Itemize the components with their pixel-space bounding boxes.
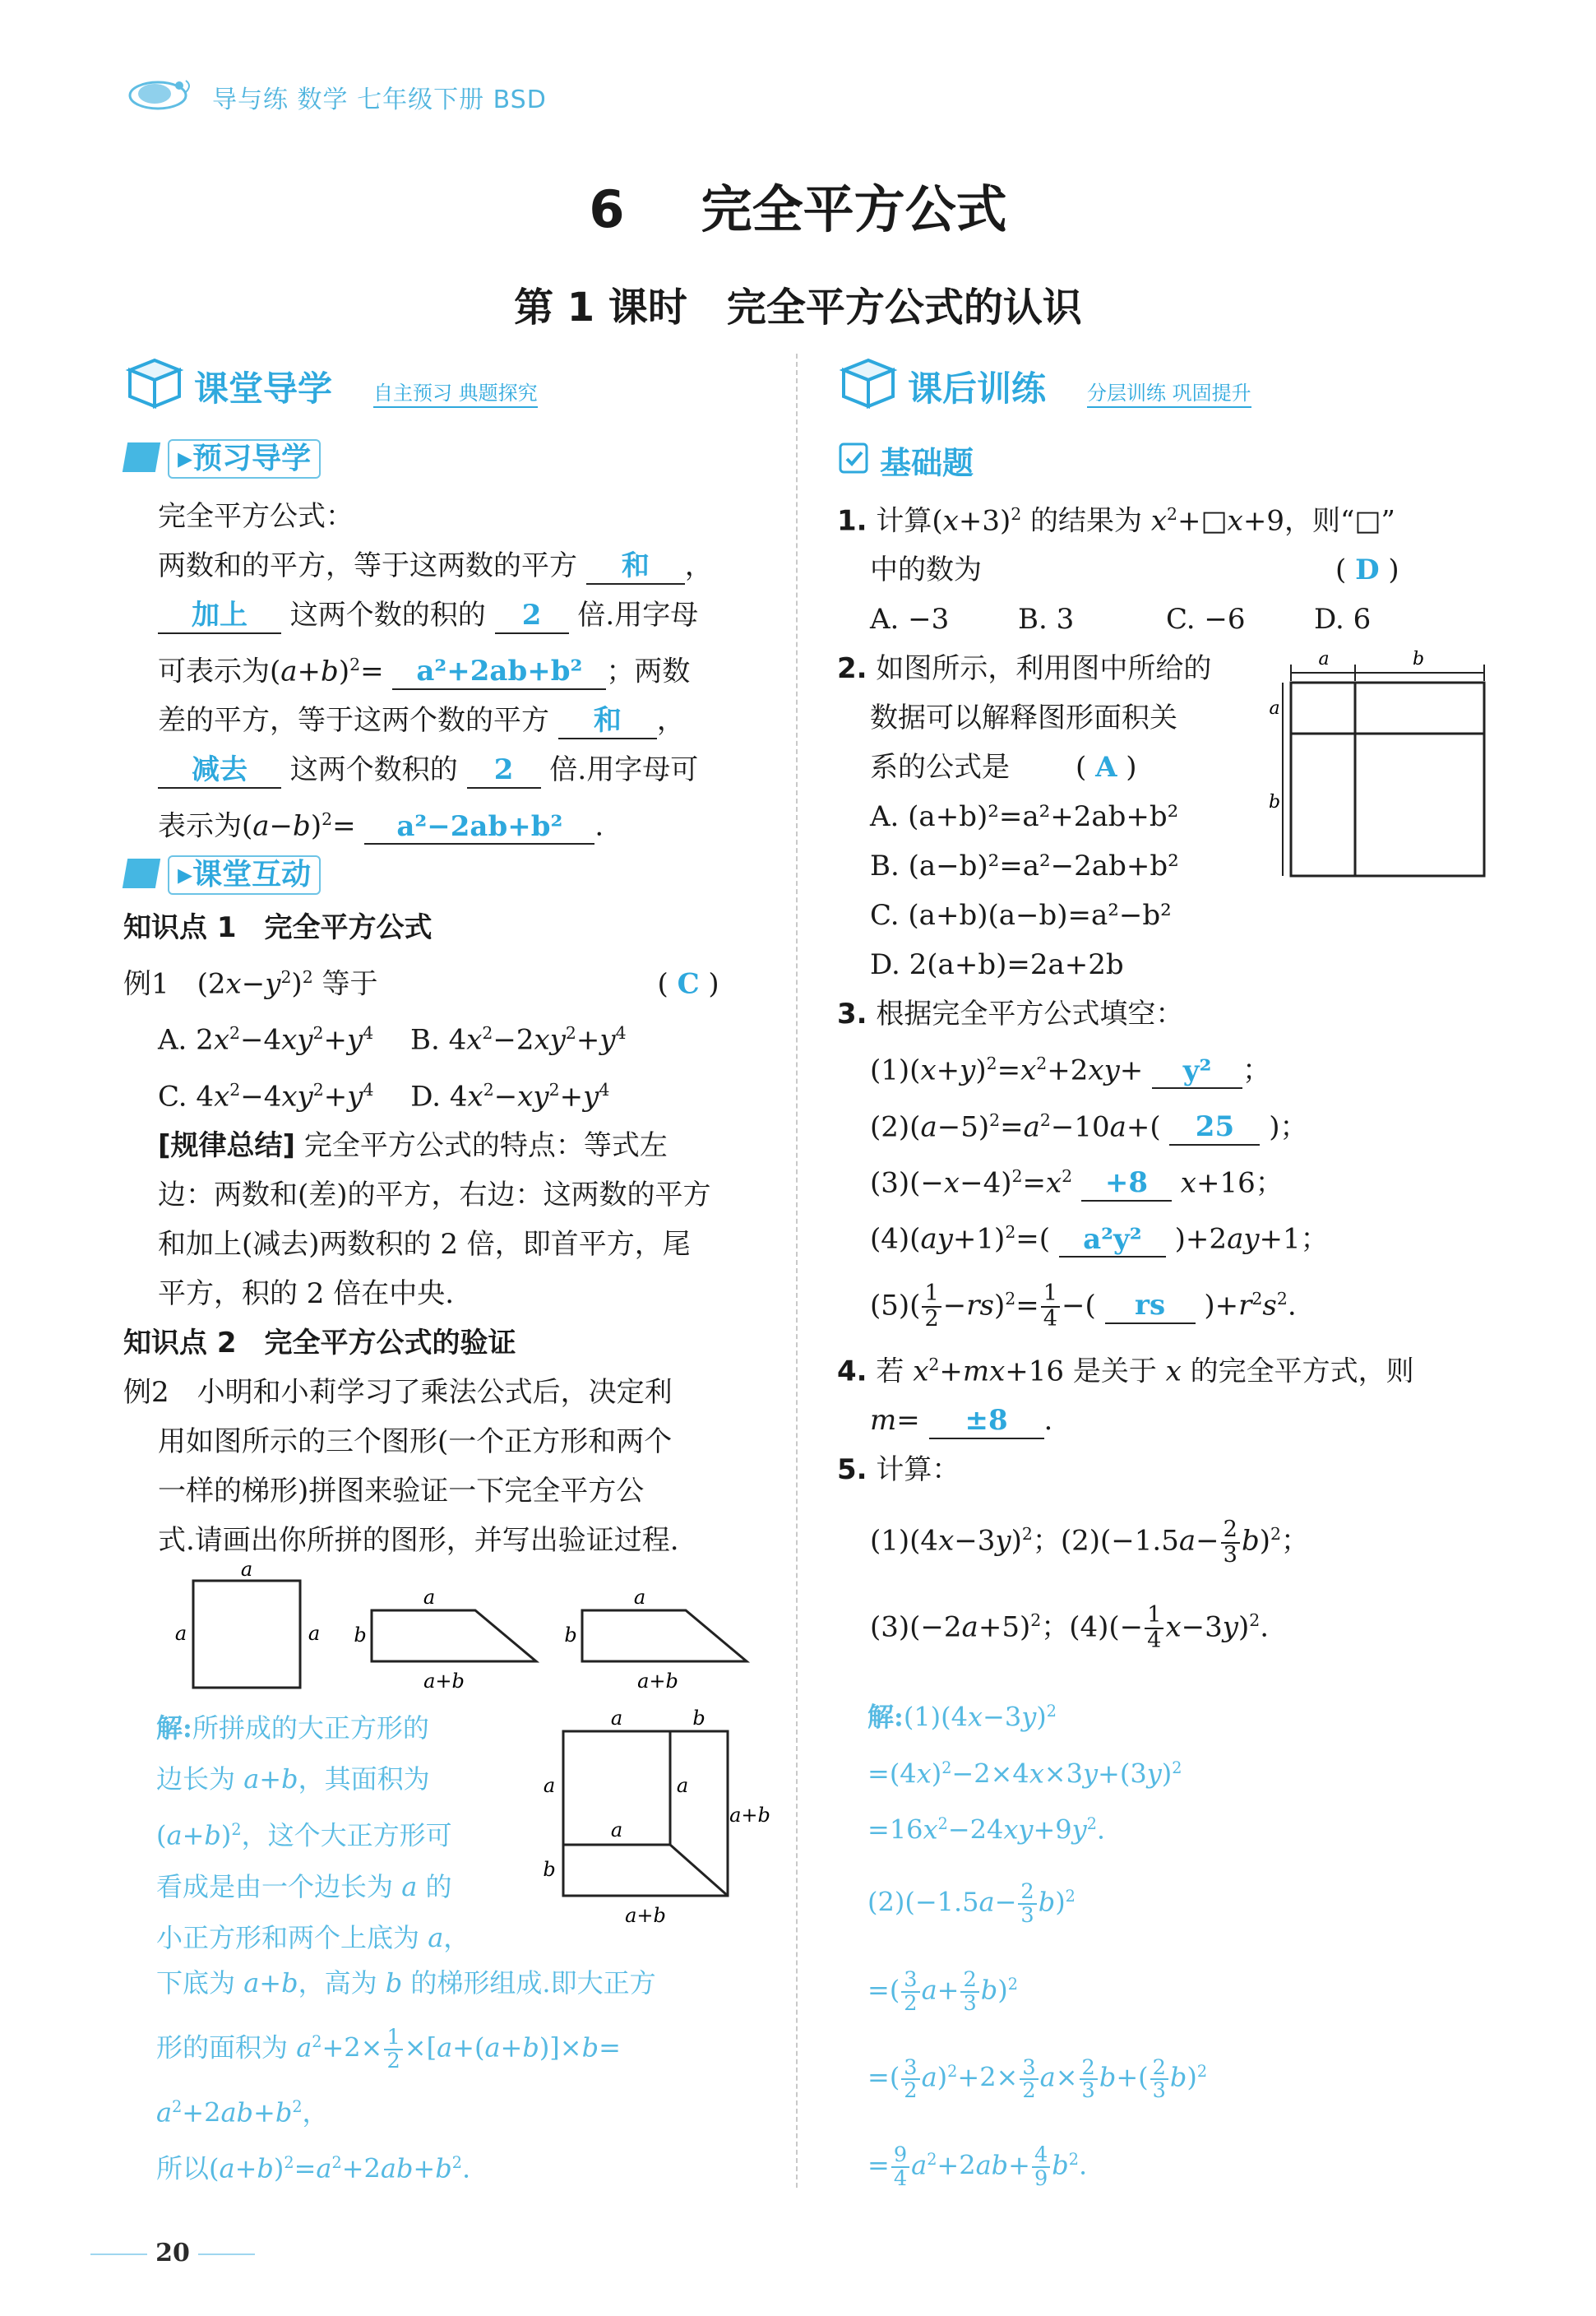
blank-3: 2: [495, 599, 569, 634]
cube-icon: [837, 355, 900, 410]
interact-content: [123, 903, 773, 1565]
interact-tag: [125, 854, 454, 895]
ex1-options-cd: C. $4x^2-4xy^2+y^4$ D. $4x^2-xy^2+y^4$: [158, 1079, 610, 1113]
blank-7: 2: [467, 753, 541, 789]
comp-right-apb: a+b: [729, 1804, 770, 1827]
text-line: 式.请画出你所拼的图形，并写出验证过程.: [158, 1523, 679, 1557]
section-subtitle: 自主预习 典题探究: [373, 377, 538, 408]
knowledge-point-1: 知识点 1 完全平方公式: [123, 911, 433, 944]
q2-fig-label-a-top: a: [1318, 650, 1330, 669]
tag-label: ▸课堂互动: [168, 855, 321, 895]
preview-intro: 完全平方公式：: [158, 500, 354, 533]
comp-bottom-apb: a+b: [625, 1904, 666, 1927]
blank-2: 加上: [158, 599, 281, 634]
lesson-subtitle: 第 1 课时 完全平方公式的认识: [514, 285, 1082, 331]
q2-fig-label-b-left: b: [1268, 792, 1281, 813]
composite-figure: [534, 1707, 773, 1937]
text-line: 形的面积为 $a^2+2\times$ $\frac{1}{2}$ ×[a+(a+b)]×b=: [156, 2025, 621, 2074]
square-label-top: a: [240, 1563, 253, 1581]
q2-answer: A: [1095, 751, 1117, 785]
q4-blank: ±8: [929, 1404, 1044, 1439]
q1-option-b: B. 3: [1018, 603, 1075, 637]
text-line: 一样的梯形)拼图来验证一下完全平方公: [158, 1474, 645, 1508]
text-line: $(a+b)^2$，这个大正方形可: [156, 1819, 452, 1851]
text-line: 差的平方，等于这两个数的平方 和 ，: [158, 696, 766, 745]
sol-line: =( $\frac{3}{2}$ a)$^2$+2× $\frac{3}{2}$ a× $\frac{2}{3}$ b+( $\frac{2}{3}$ b)$^2$: [867, 2054, 1208, 2104]
blank-5: 和: [558, 704, 657, 739]
q4-cont: m= ±8 .: [837, 1396, 1495, 1445]
basic-heading: [837, 438, 1084, 479]
comp-left-a: a: [543, 1774, 556, 1797]
trapezoid-shape-2: [582, 1610, 747, 1661]
trap1-bottom-label: a+b: [423, 1670, 465, 1693]
text-line: 表示为$(a-b)^2= a^2-2ab+b^2$ .: [158, 794, 766, 850]
solution-part-2: [156, 1957, 781, 2194]
text-line: 加上 这两个数的积的 2 倍.用字母: [158, 591, 766, 640]
header-text: 导与练 数学 七年级下册 BSD: [212, 86, 547, 114]
q2-figure: [1266, 650, 1497, 888]
q1-option-c: C. −6: [1166, 603, 1246, 637]
comp-mid-a: a: [610, 1818, 623, 1841]
brand-logo-icon: [123, 76, 197, 113]
text-line: 边长为 a+b，其面积为: [156, 1763, 430, 1795]
q1-answer: D: [1355, 554, 1380, 587]
text-line: 两数和的平方，等于这两数的平方 和 ，: [158, 541, 766, 591]
trap2-top-label: a: [633, 1586, 646, 1609]
q1-option-a: A. −3: [870, 603, 950, 637]
example2-figures: [164, 1563, 765, 1702]
rule-summary: [规律总结] 完全平方公式的特点：等式左: [158, 1128, 668, 1162]
square-shape: [193, 1581, 300, 1688]
chapter-title-text: 完全平方公式: [701, 179, 1007, 239]
basic-title: 基础题: [880, 445, 974, 481]
q2-option-a: A. (a+b)²=a²+2ab+b²: [870, 800, 1179, 834]
sol-line: 解$:(1)(4x-3y)^2$: [867, 1701, 1057, 1733]
trap2-left-label: b: [564, 1624, 577, 1647]
tag-marker: [123, 442, 160, 472]
blank-4: a²+2ab+b²: [392, 655, 606, 690]
trap2-bottom-label: a+b: [637, 1670, 678, 1693]
square-label-right: a: [308, 1622, 321, 1645]
page-number: 20: [123, 2239, 222, 2267]
example-2: 例2 小明和小莉学习了乘法公式后，决定利: [123, 1375, 673, 1409]
q2-option-c: C. (a+b)(a−b)=a²−b²: [870, 899, 1172, 933]
column-divider: [796, 354, 798, 2188]
sol-line: =( $\frac{3}{2}$ a+ $\frac{2}{3}$ b)$^2$: [867, 1966, 1018, 2016]
q1: 1. 计算$(x+3)^2$ 的结果为 $x^2+□x+9$，则“□”: [837, 504, 1395, 538]
q1-options: [837, 595, 1495, 644]
q2-fig-label-b-top: b: [1412, 650, 1425, 669]
square-label-left: a: [174, 1622, 187, 1645]
preview-tag: [125, 438, 454, 479]
sol-line: $=16x^2-24xy+9y^2$.: [867, 1813, 1106, 1846]
section-title: 课堂导学: [194, 368, 333, 409]
q3-blank-1: y²: [1152, 1054, 1242, 1090]
q3-1: $(1)(x+y)^2=x^2+2xy+ y^2$ ；: [837, 1039, 1495, 1095]
q3: 3. 根据完全平方公式填空：: [837, 998, 1184, 1031]
q3-blank-2: 25: [1169, 1110, 1260, 1146]
q3-3: $(3)(-x-4)^2=x^2 +8$ x+16；: [837, 1151, 1495, 1207]
text-line: $a^2+2ab+b^2$，: [156, 2096, 329, 2128]
q3-blank-3: +8: [1081, 1166, 1172, 1202]
text-line: 边：两数和(差)的平方，右边：这两数的平方: [158, 1178, 711, 1211]
sol-line: = $\frac{9}{4}$ $a^2+2ab+$ $\frac{4}{9}$ $b^2$.: [867, 2142, 1088, 2192]
text-line: 所以$(a+b)^2=a^2+2ab+b^2$.: [156, 2152, 471, 2184]
q5: 5. 计算：: [837, 1453, 960, 1487]
text-line: 小正方形和两个上底为 a，: [156, 1921, 470, 1953]
cube-icon: [123, 355, 186, 410]
comp-top-b: b: [692, 1707, 705, 1730]
section-title: 课后训练: [908, 368, 1047, 409]
q3-4: $(4)(ay+1)^2=$( a²y² )+2ay+1；: [837, 1207, 1495, 1263]
text-line: 可表示为$(a+b)^2= a^2+2ab+b^2$ ；两数: [158, 640, 766, 696]
q2: 2. 如图所示，利用图中所给的: [837, 652, 1212, 686]
blank-1: 和: [586, 549, 685, 585]
q3-2: $(2)(a-5)^2=a^2-10a+$( 25 )；: [837, 1095, 1495, 1151]
text-line: 解:所拼成的大正方形的: [156, 1712, 429, 1744]
q2-fig-label-a-left: a: [1269, 698, 1280, 719]
text-line: 系的公式是 ( A ): [870, 751, 1137, 785]
blank-6: 减去: [158, 753, 281, 789]
chapter-number: 6: [589, 179, 625, 239]
blank-8: a²−2ab+b²: [364, 810, 594, 845]
text-line: 看成是由一个边长为 a 的: [156, 1870, 452, 1902]
q2-option-d: D. 2(a+b)=2a+2b: [870, 948, 1124, 982]
q5-1-2: $(1)(4x-3y)^2$；(2)(−1.5a− $\frac{2}{3}$ b)$^2$；: [870, 1517, 1309, 1568]
preview-content: [158, 492, 766, 851]
trap1-left-label: b: [354, 1624, 367, 1647]
q5-3-4: $(3)(-2a+5)^2$；(4)(− $\frac{1}{4}$ x−3y)$^2$.: [870, 1602, 1270, 1653]
text-line: 数据可以解释图形面积关: [870, 702, 1177, 735]
tag-label: ▸预习导学: [168, 439, 321, 479]
q1-cont: 中的数为 ( D ): [870, 554, 1399, 587]
pencil-check-icon: [837, 439, 873, 475]
right-section-header: [837, 355, 1413, 413]
q3-blank-5: rs: [1105, 1289, 1196, 1324]
section-subtitle: 分层训练 巩固提升: [1087, 377, 1251, 408]
text-line: 平方，积的 2 倍在中央.: [158, 1276, 455, 1310]
trap1-top-label: a: [423, 1586, 436, 1609]
q2-option-b: B. (a−b)²=a²−2ab+b²: [870, 850, 1179, 883]
text-line: 下底为 a+b，高为 b 的梯形组成.即大正方: [156, 1967, 656, 1999]
text-line: 和加上(减去)两数积的 2 倍，即首平方，尾: [158, 1227, 691, 1261]
q4: 4. 若 $x^2+mx+16$ 是关于 x 的完全平方式，则: [837, 1354, 1414, 1388]
q3-5: (5)( $\frac{1}{2}$ −rs)$^2$= $\frac{1}{4}$ −( rs )$+r^2s^2$.: [870, 1281, 1297, 1332]
trapezoid-shape-1: [372, 1610, 536, 1661]
left-section-header: [123, 355, 699, 413]
text-line: 用如图所示的三个图形(一个正方形和两个: [158, 1424, 673, 1458]
text-line: 减去 这两个数积的 2 倍.用字母可: [158, 745, 766, 794]
sol-line: $=(4x)^2-2\times 4x\times 3y+(3y)^2$: [867, 1758, 1182, 1790]
comp-left-b: b: [543, 1858, 556, 1881]
ex1-options-ab: A. $2x^2-4xy^2+y^4$ B. $4x^2-2xy^2+y^4$: [158, 1023, 627, 1057]
ex1-answer: C: [677, 967, 700, 1001]
comp-top-a: a: [610, 1707, 623, 1730]
right-solution: [867, 1686, 1566, 2207]
q1-option-d: D. 6: [1314, 603, 1372, 637]
page-header: [123, 76, 699, 113]
chapter-title: [0, 169, 1596, 242]
knowledge-point-2: 知识点 2 完全平方公式的验证: [123, 1326, 516, 1359]
tag-marker: [123, 859, 160, 888]
comp-inner-a: a: [676, 1774, 689, 1797]
sol-line: (2)(−1.5a− $\frac{2}{3}$ b)$^2$: [867, 1879, 1076, 1929]
q3-blank-4: a²y²: [1059, 1223, 1166, 1258]
example-1: 例1 $(2x-y^2)^2$ 等于 ( C ): [123, 967, 719, 1001]
